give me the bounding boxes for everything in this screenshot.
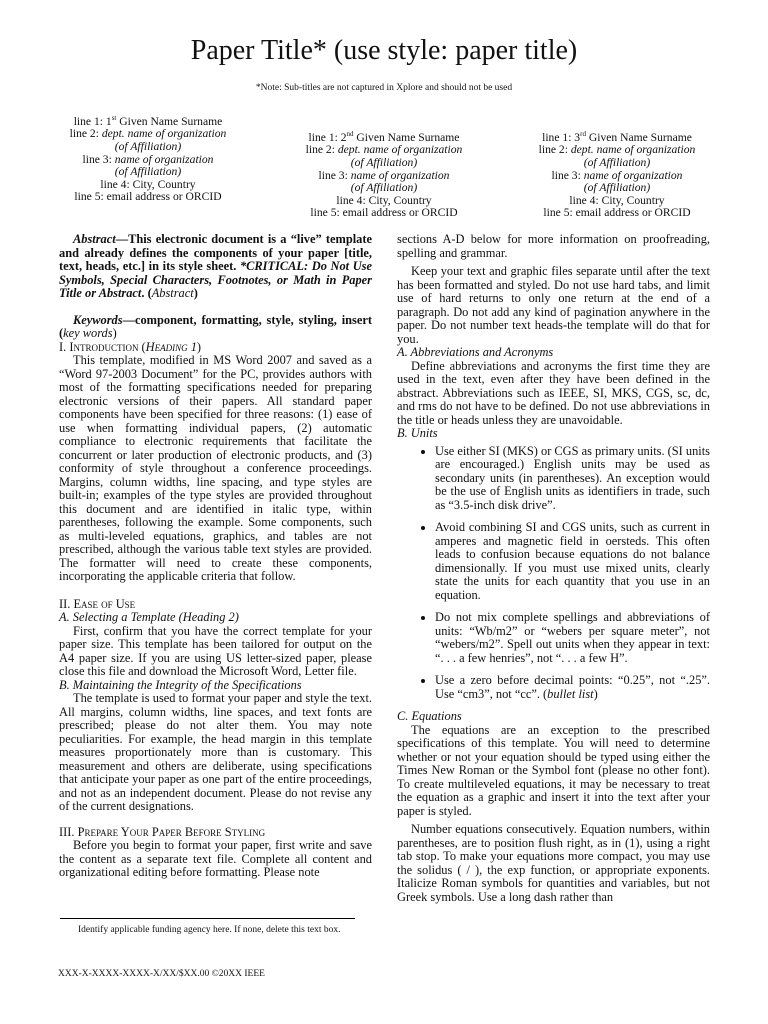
maintaining-integrity-paragraph: The template is used to format your paper and style the text. All margins, column widths, line spaces, and text fonts are prescribed; please do not alter them. You may note peculiarities. For example, the head margin in this template measures proportionately more than is customary. This measurement and others are deliberate, using specifications that anticipate your paper as one part of the entire proceedings, and not as an independent document. Please do not revise any of the current designations. bbox=[59, 691, 372, 813]
subtitle-note: *Note: Sub-titles are not captured in Xplore and should not be used bbox=[255, 83, 513, 93]
right-column bbox=[397, 233, 710, 904]
subheading-abbreviations: A. Abbreviations and Acronyms bbox=[397, 345, 554, 359]
paper-title: Paper Title* (use style: paper title) bbox=[190, 35, 578, 66]
subheading-selecting-template: A. Selecting a Template (Heading 2) bbox=[59, 610, 239, 624]
section-heading-prepare-paper: III. Prepare Your Paper Before Styling bbox=[59, 824, 266, 839]
equations-paragraph-1: The equations are an exception to the prescribed specifications of this template. You will need to determine whether or not your equation should be typed using either the Times New Roman or the Symbol font (please no other font). To create multileveled equations, it may be necessary to treat the equation as a graphic and insert it into the text after your paper is styled. bbox=[397, 722, 710, 818]
keep-files-paragraph: Keep your text and graphic files separate until after the text has been formatted and styled. Do not use hard tabs, and limit use of hard returns to only one return at the end of a paragraph. Do not add any kind of pagination anywhere in the paper. Do not number text heads-the template will do that for you. bbox=[397, 264, 710, 346]
author-block-3: line 1: 3rd Given Name Surname line 2: dept. name of organization (of Affiliation) line 3: name of organization (of Affiliation) line 4: City, Country line 5: email address or ORCID bbox=[538, 130, 696, 220]
list-item: • Use a zero before decimal points: “0.25”, not “.25”. Use “cm3”, not “cc”. (bullet list) bbox=[435, 674, 710, 701]
subheading-units: B. Units bbox=[397, 426, 438, 440]
list-item: • Avoid combining SI and CGS units, such as current in amperes and magnetic field in oersteds. This often leads to confusion because equations do not balance dimensionally. If you must use mixed units, clearly state the units for each quantity that you use in an equation. bbox=[435, 521, 710, 602]
list-item: • Use either SI (MKS) or CGS as primary units. (SI units are encouraged.) English units may be used as secondary units (in parentheses). An exception would be the use of English units as identifiers in trade, such as “3.5-inch disk drive”. bbox=[435, 445, 710, 513]
subheading-equations: C. Equations bbox=[397, 709, 462, 723]
copyright-line: XXX-X-XXXX-XXXX-X/XX/$XX.00 ©20XX IEEE bbox=[58, 969, 265, 979]
footnote-divider bbox=[60, 918, 355, 919]
list-item: • Do not mix complete spellings and abbreviations of units: “Wb/m2” or “webers per square meter”, not “webers/m2”. Spell out units when they appear in text: “. . . a few henries”, not “. . . a few H”. bbox=[435, 611, 710, 665]
section-heading-ease-of-use: II. Ease of Use bbox=[59, 596, 136, 611]
keywords: Keywords—component, formatting, style, styling, insert (key words) bbox=[59, 312, 372, 340]
equations-paragraph-2: Number equations consecutively. Equation numbers, within parentheses, are to position flush right, as in (1), using a right tab stop. To make your equations more compact, you may use the solidus ( / ), the exp function, or appropriate exponents. Italicize Roman symbols for quantities and variables, but not Greek symbols. Use a long dash rather than bbox=[397, 822, 710, 904]
left-column bbox=[59, 233, 372, 880]
abbreviations-paragraph: Define abbreviations and acronyms the first time they are used in the text, even after they have been defined in the abstract. Abbreviations such as IEEE, SI, MKS, CGS, sc, dc, and rms do not have to be defined. Do not use abbreviations in the title or heads unless they are unavoidable. bbox=[397, 358, 710, 427]
prepare-paper-paragraph: Before you begin to format your paper, first write and save the content as a separate text file. Complete all content and organizational editing before formatting. Please note bbox=[59, 838, 372, 879]
intro-paragraph: This template, modified in MS Word 2007 and saved as a “Word 97-2003 Document” for the PC, provides authors with most of the formatting specifications needed for preparing electronic versions of their papers. All standard paper components have been specified for three reasons: (1) ease of use when formatting individual papers, (2) automatic compliance to electronic requirements that facilitate the concurrent or later production of electronic products, and (3) conformity of style throughout a conference proceedings. Margins, column widths, line spacing, and type styles are built-in; examples of the type styles are provided throughout this document and are identified in italic type, within parentheses, following the example. Some components, such as multi-leveled equations, graphics, and tables are not prescribed, although the various table text styles are provided. The formatter will need to create these components, incorporating the applicable criteria that follow. bbox=[59, 353, 372, 583]
selecting-template-paragraph: First, confirm that you have the correct template for your paper size. This template has been tailored for output on the A4 paper size. If you are using US letter-sized paper, please close this file and download the Microsoft Word, Letter file. bbox=[59, 623, 372, 678]
section-heading-introduction: I. Introduction (Heading 1) bbox=[59, 339, 202, 354]
funding-footnote: Identify applicable funding agency here. If none, delete this text box. bbox=[78, 925, 341, 935]
author-block-1: line 1: 1st Given Name Surname line 2: dept. name of organization (of Affiliation) line 3: name of organization (of Affiliation) line 4: City, Country line 5: email address or ORCID bbox=[69, 114, 227, 204]
abstract: Abstract—This electronic document is a “live” template and already defines the components of your paper [title, text, heads, etc.] in its style sheet. *CRITICAL: Do Not Use Symbols, Special Characters, Footnotes, or Math in Paper Title or Abstract. (Abstract) bbox=[59, 232, 372, 300]
subheading-maintaining-integrity: B. Maintaining the Integrity of the Specifications bbox=[59, 677, 302, 692]
units-bullet-list bbox=[397, 445, 710, 702]
author-block-2: line 1: 2nd Given Name Surname line 2: dept. name of organization (of Affiliation) line 3: name of organization (of Affiliation) line 4: City, Country line 5: email address or ORCID bbox=[305, 130, 463, 220]
continued-paragraph: sections A-D below for more information on proofreading, spelling and grammar. bbox=[397, 232, 710, 260]
